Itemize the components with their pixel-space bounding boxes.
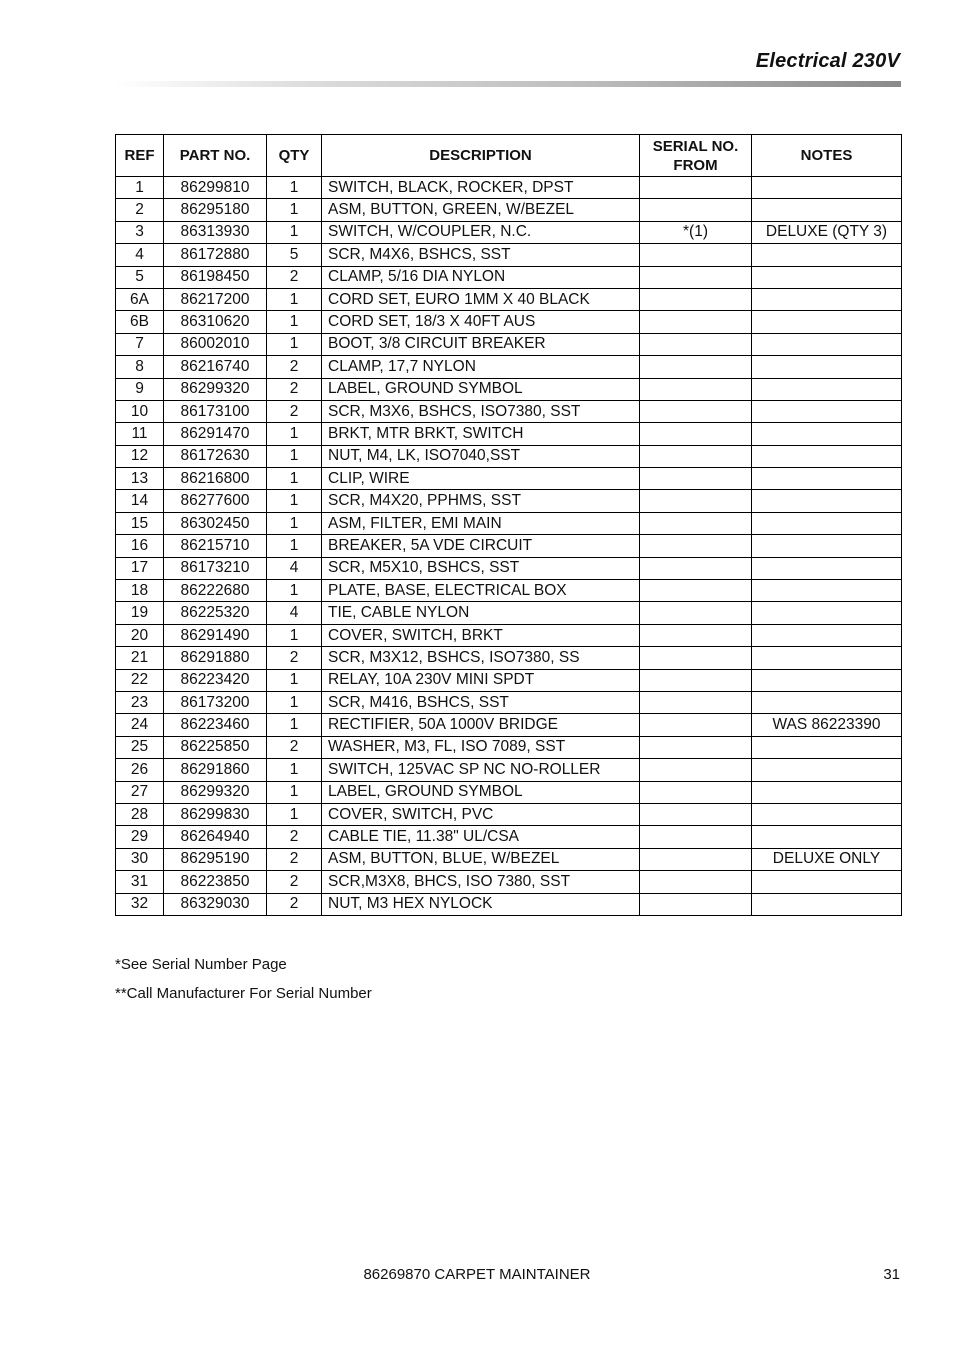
cell-serial-from [640, 333, 752, 355]
cell-qty: 4 [267, 602, 322, 624]
cell-ref: 10 [116, 400, 164, 422]
cell-ref: 29 [116, 826, 164, 848]
table-row [116, 535, 902, 557]
table-row [116, 378, 902, 400]
cell-description: SCR, M3X6, BSHCS, ISO7380, SST [322, 400, 640, 422]
cell-ref: 6B [116, 311, 164, 333]
cell-description: SCR,M3X8, BHCS, ISO 7380, SST [322, 871, 640, 893]
table-row [116, 736, 902, 758]
cell-part-no: 86277600 [164, 490, 267, 512]
cell-notes [752, 311, 902, 333]
cell-notes [752, 691, 902, 713]
cell-notes [752, 893, 902, 915]
cell-notes: WAS 86223390 [752, 714, 902, 736]
table-row [116, 826, 902, 848]
cell-notes [752, 803, 902, 825]
cell-ref: 1 [116, 177, 164, 199]
cell-notes [752, 490, 902, 512]
cell-qty: 2 [267, 826, 322, 848]
cell-ref: 21 [116, 647, 164, 669]
cell-notes: DELUXE ONLY [752, 848, 902, 870]
cell-part-no: 86299830 [164, 803, 267, 825]
cell-part-no: 86223850 [164, 871, 267, 893]
table-row [116, 871, 902, 893]
table-row [116, 848, 902, 870]
table-row [116, 199, 902, 221]
cell-part-no: 86299320 [164, 378, 267, 400]
table-row [116, 221, 902, 243]
cell-notes [752, 445, 902, 467]
cell-serial-from [640, 311, 752, 333]
cell-serial-from [640, 691, 752, 713]
cell-notes [752, 759, 902, 781]
cell-part-no: 86295190 [164, 848, 267, 870]
cell-part-no: 86173100 [164, 400, 267, 422]
cell-ref: 13 [116, 468, 164, 490]
cell-notes [752, 288, 902, 310]
cell-serial-from [640, 848, 752, 870]
table-row [116, 244, 902, 266]
cell-description: SCR, M4X20, PPHMS, SST [322, 490, 640, 512]
cell-description: LABEL, GROUND SYMBOL [322, 378, 640, 400]
cell-description: RECTIFIER, 50A 1000V BRIDGE [322, 714, 640, 736]
cell-ref: 11 [116, 423, 164, 445]
cell-notes [752, 199, 902, 221]
cell-ref: 18 [116, 580, 164, 602]
cell-notes [752, 602, 902, 624]
header-serial-line1: SERIAL NO. [652, 137, 739, 155]
table-row [116, 445, 902, 467]
cell-ref: 15 [116, 512, 164, 534]
cell-part-no: 86313930 [164, 221, 267, 243]
table-row [116, 468, 902, 490]
table-row [116, 400, 902, 422]
cell-serial-from [640, 781, 752, 803]
cell-qty: 2 [267, 378, 322, 400]
cell-serial-from [640, 893, 752, 915]
table-row [116, 803, 902, 825]
cell-serial-from [640, 244, 752, 266]
section-title: Electrical 230V [755, 50, 900, 72]
cell-part-no: 86264940 [164, 826, 267, 848]
cell-notes [752, 557, 902, 579]
table-row [116, 356, 902, 378]
cell-qty: 1 [267, 199, 322, 221]
cell-ref: 17 [116, 557, 164, 579]
cell-description: SWITCH, BLACK, ROCKER, DPST [322, 177, 640, 199]
cell-qty: 2 [267, 266, 322, 288]
cell-qty: 5 [267, 244, 322, 266]
cell-ref: 31 [116, 871, 164, 893]
cell-ref: 19 [116, 602, 164, 624]
cell-part-no: 86172630 [164, 445, 267, 467]
cell-notes [752, 400, 902, 422]
table-row [116, 669, 902, 691]
cell-qty: 1 [267, 445, 322, 467]
cell-serial-from [640, 826, 752, 848]
cell-qty: 2 [267, 736, 322, 758]
cell-qty: 1 [267, 781, 322, 803]
cell-qty: 1 [267, 468, 322, 490]
cell-qty: 1 [267, 423, 322, 445]
cell-qty: 1 [267, 490, 322, 512]
cell-notes [752, 356, 902, 378]
table-row [116, 423, 902, 445]
cell-notes [752, 244, 902, 266]
cell-ref: 4 [116, 244, 164, 266]
table-row [116, 624, 902, 646]
cell-description: ASM, FILTER, EMI MAIN [322, 512, 640, 534]
cell-qty: 1 [267, 333, 322, 355]
cell-serial-from [640, 647, 752, 669]
cell-qty: 2 [267, 871, 322, 893]
cell-notes [752, 647, 902, 669]
cell-description: BRKT, MTR BRKT, SWITCH [322, 423, 640, 445]
table-row [116, 557, 902, 579]
cell-ref: 5 [116, 266, 164, 288]
cell-serial-from [640, 580, 752, 602]
cell-notes [752, 333, 902, 355]
table-row [116, 714, 902, 736]
cell-qty: 2 [267, 400, 322, 422]
cell-qty: 1 [267, 311, 322, 333]
cell-part-no: 86329030 [164, 893, 267, 915]
cell-serial-from [640, 177, 752, 199]
cell-ref: 12 [116, 445, 164, 467]
cell-notes [752, 781, 902, 803]
cell-description: COVER, SWITCH, BRKT [322, 624, 640, 646]
cell-serial-from [640, 557, 752, 579]
cell-description: CLIP, WIRE [322, 468, 640, 490]
cell-description: SWITCH, 125VAC SP NC NO-ROLLER [322, 759, 640, 781]
footnote-serial-page: *See Serial Number Page [115, 956, 287, 973]
header-description: DESCRIPTION [322, 135, 640, 177]
cell-qty: 1 [267, 177, 322, 199]
cell-ref: 26 [116, 759, 164, 781]
cell-serial-from [640, 400, 752, 422]
cell-qty: 2 [267, 356, 322, 378]
cell-ref: 9 [116, 378, 164, 400]
parts-table [115, 134, 902, 916]
cell-part-no: 86291880 [164, 647, 267, 669]
cell-qty: 1 [267, 669, 322, 691]
cell-description: WASHER, M3, FL, ISO 7089, SST [322, 736, 640, 758]
header-part-no: PART NO. [164, 135, 267, 177]
cell-part-no: 86173200 [164, 691, 267, 713]
cell-qty: 1 [267, 803, 322, 825]
cell-serial-from [640, 535, 752, 557]
cell-serial-from [640, 512, 752, 534]
cell-part-no: 86225320 [164, 602, 267, 624]
cell-part-no: 86223460 [164, 714, 267, 736]
cell-serial-from [640, 356, 752, 378]
cell-qty: 1 [267, 288, 322, 310]
cell-description: SCR, M3X12, BSHCS, ISO7380, SS [322, 647, 640, 669]
cell-description: ASM, BUTTON, GREEN, W/BEZEL [322, 199, 640, 221]
cell-serial-from [640, 602, 752, 624]
header-ref: REF [116, 135, 164, 177]
cell-qty: 1 [267, 624, 322, 646]
cell-part-no: 86215710 [164, 535, 267, 557]
cell-notes [752, 177, 902, 199]
header-serial-line2: FROM [673, 156, 718, 174]
cell-part-no: 86310620 [164, 311, 267, 333]
cell-qty: 1 [267, 512, 322, 534]
cell-notes [752, 669, 902, 691]
header-qty: QTY [267, 135, 322, 177]
cell-description: SCR, M5X10, BSHCS, SST [322, 557, 640, 579]
cell-part-no: 86216740 [164, 356, 267, 378]
cell-serial-from: *(1) [640, 221, 752, 243]
table-row [116, 266, 902, 288]
cell-notes: DELUXE (QTY 3) [752, 221, 902, 243]
cell-part-no: 86225850 [164, 736, 267, 758]
cell-part-no: 86291470 [164, 423, 267, 445]
cell-ref: 16 [116, 535, 164, 557]
table-row [116, 781, 902, 803]
cell-serial-from [640, 803, 752, 825]
table-row [116, 580, 902, 602]
cell-description: PLATE, BASE, ELECTRICAL BOX [322, 580, 640, 602]
cell-qty: 1 [267, 580, 322, 602]
table-row [116, 490, 902, 512]
cell-part-no: 86172880 [164, 244, 267, 266]
header-gradient-rule [115, 81, 901, 87]
cell-ref: 6A [116, 288, 164, 310]
cell-serial-from [640, 288, 752, 310]
cell-qty: 2 [267, 848, 322, 870]
cell-description: CORD SET, EURO 1MM X 40 BLACK [322, 288, 640, 310]
cell-description: BREAKER, 5A VDE CIRCUIT [322, 535, 640, 557]
cell-serial-from [640, 714, 752, 736]
cell-serial-from [640, 266, 752, 288]
cell-ref: 25 [116, 736, 164, 758]
cell-notes [752, 266, 902, 288]
cell-serial-from [640, 468, 752, 490]
cell-qty: 2 [267, 647, 322, 669]
cell-ref: 7 [116, 333, 164, 355]
cell-qty: 1 [267, 691, 322, 713]
table-row [116, 647, 902, 669]
cell-qty: 1 [267, 535, 322, 557]
cell-description: CLAMP, 17,7 NYLON [322, 356, 640, 378]
cell-description: CORD SET, 18/3 X 40FT AUS [322, 311, 640, 333]
cell-serial-from [640, 759, 752, 781]
cell-part-no: 86198450 [164, 266, 267, 288]
cell-notes [752, 871, 902, 893]
cell-notes [752, 580, 902, 602]
cell-description: TIE, CABLE NYLON [322, 602, 640, 624]
cell-qty: 1 [267, 714, 322, 736]
cell-notes [752, 826, 902, 848]
cell-serial-from [640, 445, 752, 467]
page-number: 31 [883, 1266, 900, 1283]
table-row [116, 602, 902, 624]
cell-notes [752, 736, 902, 758]
cell-description: LABEL, GROUND SYMBOL [322, 781, 640, 803]
table-row [116, 333, 902, 355]
cell-serial-from [640, 378, 752, 400]
cell-part-no: 86291490 [164, 624, 267, 646]
cell-qty: 4 [267, 557, 322, 579]
cell-serial-from [640, 199, 752, 221]
cell-part-no: 86223420 [164, 669, 267, 691]
cell-description: RELAY, 10A 230V MINI SPDT [322, 669, 640, 691]
header-serial-from [640, 135, 752, 177]
table-header-row [116, 135, 902, 177]
cell-serial-from [640, 423, 752, 445]
cell-description: CABLE TIE, 11.38" UL/CSA [322, 826, 640, 848]
cell-description: CLAMP, 5/16 DIA NYLON [322, 266, 640, 288]
cell-part-no: 86217200 [164, 288, 267, 310]
cell-serial-from [640, 669, 752, 691]
cell-notes [752, 468, 902, 490]
cell-ref: 14 [116, 490, 164, 512]
cell-ref: 8 [116, 356, 164, 378]
cell-qty: 1 [267, 221, 322, 243]
footer-document-title: 86269870 CARPET MAINTAINER [363, 1266, 591, 1283]
cell-description: ASM, BUTTON, BLUE, W/BEZEL [322, 848, 640, 870]
table-row [116, 759, 902, 781]
table-row [116, 288, 902, 310]
footnote-call-manufacturer: **Call Manufacturer For Serial Number [115, 985, 372, 1002]
cell-ref: 28 [116, 803, 164, 825]
cell-ref: 20 [116, 624, 164, 646]
cell-qty: 2 [267, 893, 322, 915]
header-notes: NOTES [752, 135, 902, 177]
cell-part-no: 86299810 [164, 177, 267, 199]
cell-ref: 30 [116, 848, 164, 870]
cell-ref: 24 [116, 714, 164, 736]
cell-part-no: 86216800 [164, 468, 267, 490]
cell-serial-from [640, 490, 752, 512]
cell-part-no: 86002010 [164, 333, 267, 355]
cell-notes [752, 423, 902, 445]
cell-notes [752, 378, 902, 400]
table-row [116, 691, 902, 713]
table-row [116, 177, 902, 199]
cell-part-no: 86222680 [164, 580, 267, 602]
cell-description: BOOT, 3/8 CIRCUIT BREAKER [322, 333, 640, 355]
cell-ref: 23 [116, 691, 164, 713]
cell-description: NUT, M3 HEX NYLOCK [322, 893, 640, 915]
cell-notes [752, 512, 902, 534]
cell-description: NUT, M4, LK, ISO7040,SST [322, 445, 640, 467]
cell-ref: 22 [116, 669, 164, 691]
table-row [116, 893, 902, 915]
table-row [116, 512, 902, 534]
cell-qty: 1 [267, 759, 322, 781]
cell-part-no: 86291860 [164, 759, 267, 781]
cell-part-no: 86173210 [164, 557, 267, 579]
cell-ref: 3 [116, 221, 164, 243]
cell-serial-from [640, 624, 752, 646]
cell-ref: 2 [116, 199, 164, 221]
cell-notes [752, 535, 902, 557]
cell-description: SWITCH, W/COUPLER, N.C. [322, 221, 640, 243]
cell-description: SCR, M416, BSHCS, SST [322, 691, 640, 713]
cell-description: SCR, M4X6, BSHCS, SST [322, 244, 640, 266]
cell-ref: 32 [116, 893, 164, 915]
cell-ref: 27 [116, 781, 164, 803]
cell-description: COVER, SWITCH, PVC [322, 803, 640, 825]
cell-serial-from [640, 871, 752, 893]
cell-part-no: 86299320 [164, 781, 267, 803]
cell-part-no: 86295180 [164, 199, 267, 221]
table-row [116, 311, 902, 333]
cell-notes [752, 624, 902, 646]
cell-serial-from [640, 736, 752, 758]
cell-part-no: 86302450 [164, 512, 267, 534]
